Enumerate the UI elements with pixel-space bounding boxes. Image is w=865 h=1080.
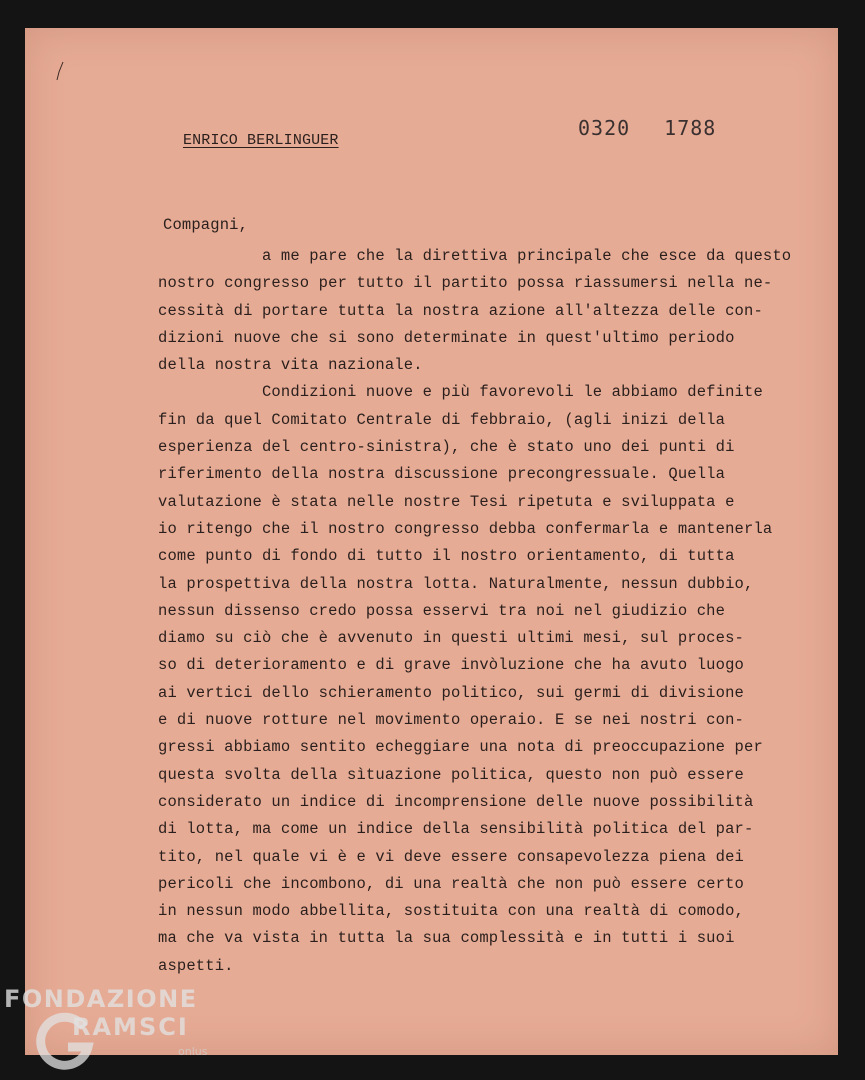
body-line: Condizioni nuove e più favorevoli le abbiamo definite <box>158 383 763 402</box>
body-line: nostro congresso per tutto il partito possa riassumersi nella ne- <box>158 274 773 293</box>
document-number-right: 1788 <box>664 116 717 140</box>
body-line: cessità di portare tutta la nostra azione all'altezza delle con- <box>158 301 763 320</box>
fondazione-gramsci-watermark <box>4 985 219 1077</box>
body-line: in nessun modo abbellita, sostituita con una realtà di comodo, <box>158 902 744 921</box>
document-number-left: 0320 <box>578 116 631 140</box>
body-line: aspetti. <box>158 956 234 975</box>
body-line: di lotta, ma come un indice della sensibilità politica del par- <box>158 820 754 839</box>
body-line: fin da quel Comitato Centrale di febbraio, (agli inizi della <box>158 410 726 429</box>
body-line: dizioni nuove che si sono determinate in quest'ultimo periodo <box>158 328 735 347</box>
body-line: ai vertici dello schieramento politico, sui germi di divisione <box>158 683 744 702</box>
watermark-onlus: onlus <box>178 1045 208 1058</box>
body-line: io ritengo che il nostro congresso debba confermarla e mantenerla <box>158 519 773 538</box>
body-line: gressi abbiamo sentito echeggiare una nota di preoccupazione per <box>158 738 763 757</box>
author-name: ENRICO BERLINGUER <box>183 132 339 149</box>
body-line: valutazione è stata nelle nostre Tesi ripetuta e sviluppata e <box>158 492 735 511</box>
pencil-mark <box>55 60 65 82</box>
body-line: e di nuove rotture nel movimento operaio. E se nei nostri con- <box>158 711 744 730</box>
body-line: considerato un indice di incomprensione delle nuove possibilità <box>158 792 754 811</box>
body-line: della nostra vita nazionale. <box>158 356 423 375</box>
body-line: come punto di fondo di tutto il nostro orientamento, di tutta <box>158 547 735 566</box>
body-line: nessun dissenso credo possa esservi tra noi nel giudizio che <box>158 601 726 620</box>
body-line: questa svolta della sìtuazione politica, questo non può essere <box>158 765 744 784</box>
salutation: Compagni, <box>163 216 249 234</box>
body-line: so di deterioramento e di grave invòluzione che ha avuto luogo <box>158 656 744 675</box>
body-line: la prospettiva della nostra lotta. Naturalmente, nessun dubbio, <box>158 574 754 593</box>
document-page <box>25 28 838 1055</box>
body-line: pericoli che incombono, di una realtà che non può essere certo <box>158 874 744 893</box>
body-line: tito, nel quale vi è e vi deve essere consapevolezza piena dei <box>158 847 744 866</box>
watermark-line2: RAMSCI <box>72 1013 189 1041</box>
body-text <box>158 243 818 980</box>
body-line: riferimento della nostra discussione precongressuale. Quella <box>158 465 726 484</box>
body-line: esperienza del centro-sinistra), che è stato uno dei punti di <box>158 438 735 457</box>
body-line: ma che va vista in tutta la sua complessità e in tutti i suoi <box>158 929 735 948</box>
document-number <box>578 116 716 140</box>
body-line: a me pare che la direttiva principale che esce da questo <box>158 247 792 265</box>
body-line: diamo su ciò che è avvenuto in questi ultimi mesi, sul proces- <box>158 629 744 648</box>
watermark-line1: FONDAZIONE <box>4 985 198 1013</box>
